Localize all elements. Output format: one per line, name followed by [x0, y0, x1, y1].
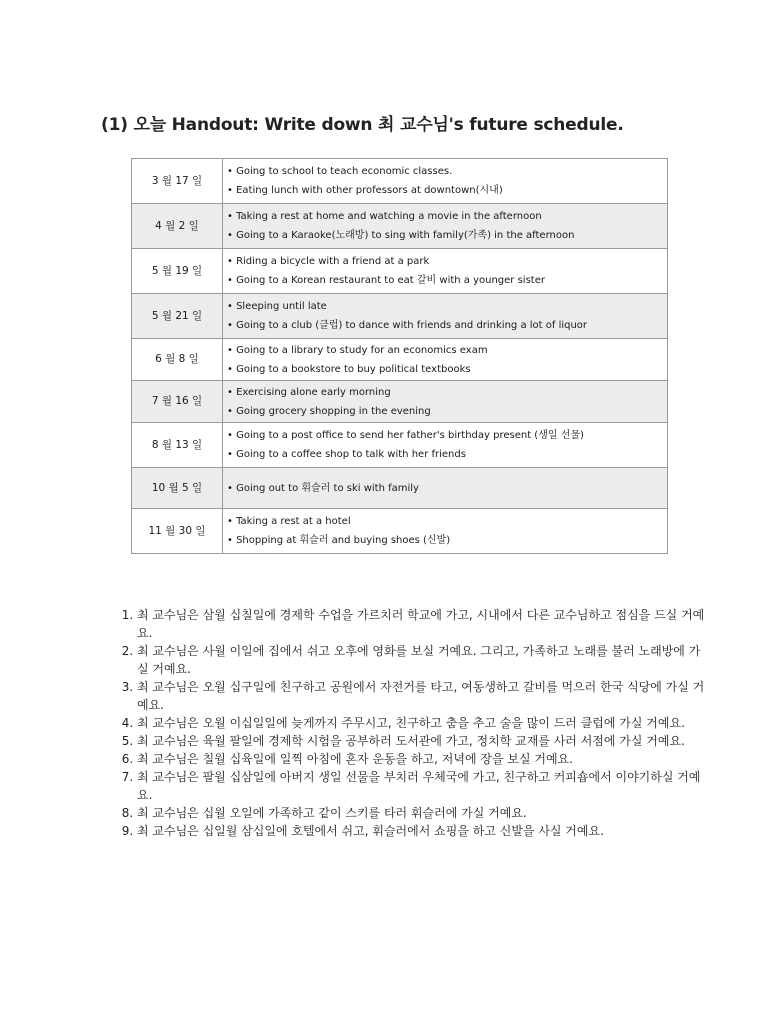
answer-item: 3. 최 교수님은 오월 십구일에 친구하고 공원에서 자전거를 타고, 여동생하고 갈비를 먹으러 한국 식당에 가실 거예요.	[137, 678, 707, 714]
schedule-activities	[223, 249, 668, 294]
answers-list	[111, 606, 707, 840]
activity-item: • Taking a rest at home and watching a movie in the afternoon	[227, 207, 667, 226]
activity-item: • Going to a club (클럽) to dance with friends and drinking a lot of liquor	[227, 316, 667, 335]
schedule-activities	[223, 204, 668, 249]
schedule-activities	[223, 423, 668, 468]
answer-item: 2. 최 교수님은 사월 이일에 집에서 쉬고 오후에 영화를 보실 거예요. 그리고, 가족하고 노래를 불러 노래방에 가실 거예요.	[137, 642, 707, 678]
activity-item: • Going to a Karaoke(노래방) to sing with family(가족) in the afternoon	[227, 226, 667, 245]
answer-item: 4. 최 교수님은 오월 이십일일에 늦게까지 주무시고, 친구하고 춤을 추고 술을 많이 드러 클럽에 가실 거예요.	[137, 714, 707, 732]
schedule-activities	[223, 339, 668, 381]
schedule-row	[132, 423, 668, 468]
schedule-date: 5 월 19 일	[132, 249, 223, 294]
schedule-body	[132, 159, 668, 554]
schedule-row	[132, 381, 668, 423]
answer-item: 5. 최 교수님은 육월 팔일에 경제학 시험을 공부하러 도서관에 가고, 정치학 교재를 사러 서점에 가실 거예요.	[137, 732, 707, 750]
activity-item: • Sleeping until late	[227, 297, 667, 316]
schedule-row	[132, 294, 668, 339]
activity-item: • Going to a library to study for an economics exam	[227, 341, 667, 360]
schedule-activities	[223, 294, 668, 339]
schedule-date: 11 월 30 일	[132, 509, 223, 554]
schedule-activities	[223, 509, 668, 554]
activity-item: • Going to a Korean restaurant to eat 갈비 with a younger sister	[227, 271, 667, 290]
schedule-date: 8 월 13 일	[132, 423, 223, 468]
answer-item: 1. 최 교수님은 삼월 십칠일에 경제학 수업을 가르치러 학교에 가고, 시내에서 다른 교수님하고 점심을 드실 거예요.	[137, 606, 707, 642]
schedule-row	[132, 339, 668, 381]
page-title: (1) 오늘 Handout: Write down 최 교수님's future schedule.	[101, 115, 624, 135]
schedule-date: 4 월 2 일	[132, 204, 223, 249]
schedule-activities	[223, 381, 668, 423]
activity-item: • Eating lunch with other professors at downtown(시내)	[227, 181, 667, 200]
schedule-row	[132, 204, 668, 249]
activity-item: • Going out to 휘슬러 to ski with family	[227, 479, 667, 498]
schedule-table	[131, 158, 668, 554]
activity-item: • Riding a bicycle with a friend at a park	[227, 252, 667, 271]
activity-item: • Going to a bookstore to buy political textbooks	[227, 360, 667, 379]
activity-item: • Going to a post office to send her father's birthday present (생일 선물)	[227, 426, 667, 445]
activity-item: • Shopping at 휘슬러 and buying shoes (신발)	[227, 531, 667, 550]
answer-item: 6. 최 교수님은 칠월 십육일에 일찍 아침에 혼자 운동을 하고, 저녁에 장을 보실 거예요.	[137, 750, 707, 768]
answer-item: 8. 최 교수님은 십월 오일에 가족하고 같이 스키를 타러 휘슬러에 가실 거예요.	[137, 804, 707, 822]
schedule-date: 6 월 8 일	[132, 339, 223, 381]
schedule-date: 10 월 5 일	[132, 468, 223, 509]
schedule-date: 5 월 21 일	[132, 294, 223, 339]
schedule-activities	[223, 468, 668, 509]
activity-item: • Going grocery shopping in the evening	[227, 402, 667, 421]
schedule-row	[132, 159, 668, 204]
activity-item: • Going to a coffee shop to talk with her friends	[227, 445, 667, 464]
schedule-date: 7 월 16 일	[132, 381, 223, 423]
answer-item: 9. 최 교수님은 십일월 삼십일에 호텔에서 쉬고, 휘슬러에서 쇼핑을 하고 신발을 사실 거예요.	[137, 822, 707, 840]
answer-item: 7. 최 교수님은 팔월 십삼일에 아버지 생일 선물을 부치러 우체국에 가고, 친구하고 커피숍에서 이야기하실 거예요.	[137, 768, 707, 804]
schedule-row	[132, 509, 668, 554]
activity-item: • Exercising alone early morning	[227, 383, 667, 402]
schedule-row	[132, 249, 668, 294]
schedule-row	[132, 468, 668, 509]
schedule-date: 3 월 17 일	[132, 159, 223, 204]
schedule-activities	[223, 159, 668, 204]
activity-item: • Taking a rest at a hotel	[227, 512, 667, 531]
activity-item: • Going to school to teach economic classes.	[227, 162, 667, 181]
